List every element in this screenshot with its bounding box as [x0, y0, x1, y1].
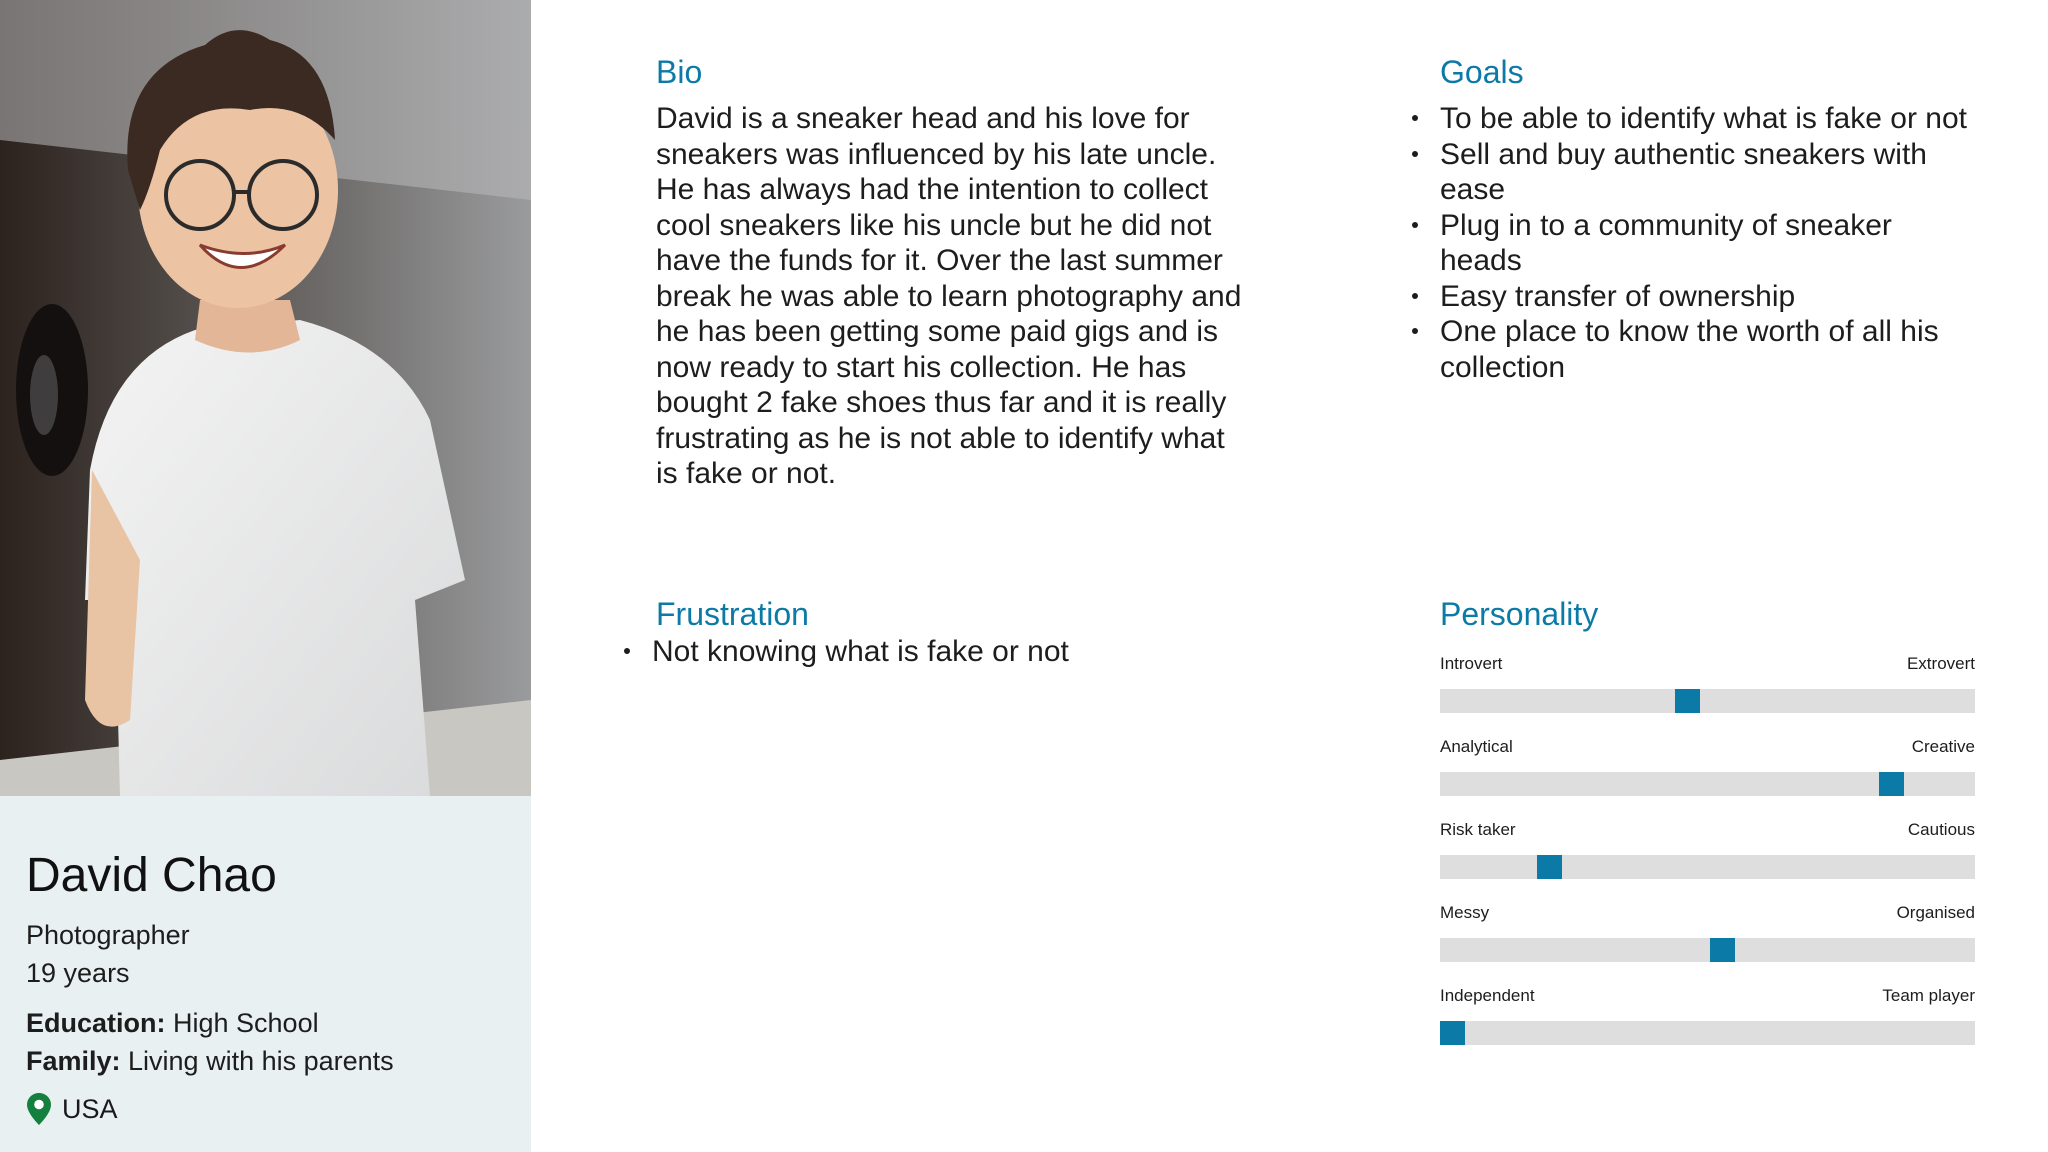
- location-pin-icon: [26, 1092, 52, 1126]
- trait-analytical-creative: [1440, 737, 1975, 820]
- profile-panel: [0, 0, 531, 1152]
- goal-item: Easy transfer of ownership: [1440, 279, 1980, 315]
- trait-right-label: Cautious: [1907, 820, 1975, 839]
- trait-track: [1440, 689, 1975, 713]
- education-label: Education:: [26, 1008, 166, 1038]
- trait-track: [1440, 855, 1975, 879]
- persona-education: [26, 1004, 516, 1042]
- trait-track: [1440, 772, 1975, 796]
- trait-risktaker-cautious: [1440, 820, 1975, 903]
- trait-marker: [1440, 1021, 1465, 1045]
- location-text: USA: [62, 1093, 118, 1124]
- frustration-list: [652, 634, 1252, 670]
- trait-independent-teamplayer: [1440, 986, 1975, 1069]
- trait-track: [1440, 938, 1975, 962]
- education-value: High School: [165, 1008, 319, 1038]
- goals-list: [1440, 101, 1980, 385]
- frustration-heading: Frustration: [656, 596, 809, 632]
- trait-left-label: Introvert: [1440, 654, 1503, 673]
- trait-marker: [1710, 938, 1735, 962]
- bio-text: David is a sneaker head and his love for sneakers was influenced by his late uncle. He has always had the intention to collect cool sneakers like his uncle but he did not have the funds for it. Over the last summer break he was able to learn photography and he has been getting some paid gigs and is now ready to start his collection. He has bought 2 fake shoes thus far and it is really frustrating as he is not able to identify what is fake or not.: [656, 102, 1242, 490]
- trait-left-label: Independent: [1440, 986, 1535, 1005]
- trait-track: [1440, 1021, 1975, 1045]
- personality-heading: Personality: [1440, 596, 1599, 632]
- frustration-item: Not knowing what is fake or not: [652, 634, 1252, 670]
- family-label: Family:: [26, 1046, 121, 1076]
- persona-occupation: Photographer: [26, 920, 190, 950]
- goals-heading: Goals: [1440, 54, 1524, 90]
- trait-left-label: Analytical: [1440, 737, 1513, 756]
- trait-right-label: Extrovert: [1906, 654, 1975, 673]
- trait-left-label: Risk taker: [1440, 820, 1516, 839]
- goal-item: Plug in to a community of sneaker heads: [1440, 208, 1980, 279]
- trait-messy-organised: [1440, 903, 1975, 986]
- trait-right-label: Creative: [1911, 737, 1975, 756]
- trait-marker: [1879, 772, 1904, 796]
- portrait-illustration: [0, 0, 531, 796]
- persona-family: [26, 1042, 516, 1080]
- persona-name: David Chao: [26, 849, 277, 902]
- goal-item: Sell and buy authentic sneakers with ease: [1440, 137, 1980, 208]
- trait-right-label: Team player: [1882, 986, 1975, 1005]
- persona-location: [26, 1092, 516, 1126]
- trait-introvert-extrovert: [1440, 654, 1975, 737]
- persona-age: 19 years: [26, 958, 130, 988]
- bio-heading: Bio: [656, 54, 703, 90]
- trait-marker: [1537, 855, 1562, 879]
- trait-marker: [1675, 689, 1700, 713]
- family-value: Living with his parents: [120, 1046, 394, 1076]
- trait-right-label: Organised: [1896, 903, 1975, 922]
- profile-photo: [0, 0, 531, 796]
- goal-item: One place to know the worth of all his collection: [1440, 314, 1980, 385]
- trait-left-label: Messy: [1440, 903, 1490, 922]
- goal-item: To be able to identify what is fake or not: [1440, 101, 1980, 137]
- personality-sliders: [1440, 654, 1975, 1069]
- profile-details: [26, 846, 516, 1126]
